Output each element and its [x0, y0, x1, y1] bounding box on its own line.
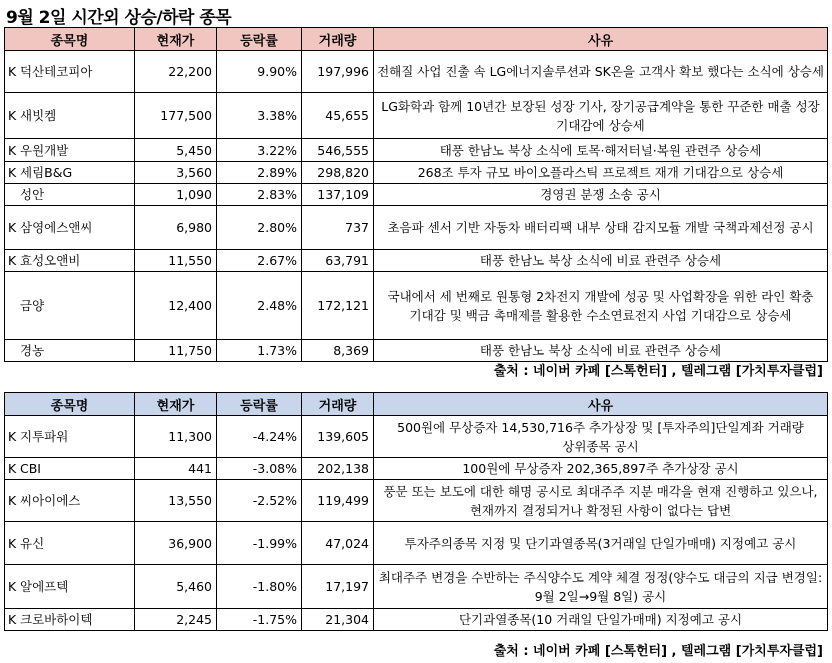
change-cell: -1.75% [217, 609, 302, 631]
stock-name-cell [5, 272, 135, 340]
stock-name-cell [5, 480, 135, 522]
change-cell: 2.67% [217, 250, 302, 272]
reason-cell: 전해질 사업 진출 속 LG에너지솔루션과 SK온을 고객사 확보 했다는 소식에 상승세 [374, 51, 828, 93]
reason-cell: 단기과열종목(10 거래일 단일가매매) 지정예고 공시 [374, 609, 828, 631]
volume-cell: 172,121 [302, 272, 374, 340]
reason-cell: 투자주의종목 지정 및 단기과열종목(3거래일 단일가매매) 지정예고 공시 [374, 522, 828, 565]
reason-cell: 태풍 한남노 북상 소식에 비료 관련주 상승세 [374, 250, 828, 272]
header-price: 현재가 [135, 28, 217, 51]
change-cell: 9.90% [217, 51, 302, 93]
table-row [5, 206, 828, 250]
stock-name-cell [5, 609, 135, 631]
reason-cell: 100원에 무상증자 202,365,897주 추가상장 공시 [374, 458, 828, 480]
header-volume: 거래량 [302, 28, 374, 51]
volume-cell: 47,024 [302, 522, 374, 565]
change-cell: -3.08% [217, 458, 302, 480]
volume-cell: 737 [302, 206, 374, 250]
reason-cell: LG화학과 함께 10년간 보장된 성장 기사, 장기공급계약을 통한 꾸준한 매출 성장 기대감에 상승세 [374, 93, 828, 139]
stock-name-cell [5, 340, 135, 362]
stock-name-cell [5, 250, 135, 272]
stock-name-cell [5, 184, 135, 206]
volume-cell: 8,369 [302, 340, 374, 362]
market-prefix: K [8, 493, 17, 508]
stock-name-cell [5, 565, 135, 609]
header-change: 등락률 [217, 393, 302, 416]
table-row [5, 93, 828, 139]
price-cell: 5,450 [135, 139, 217, 162]
rising-stocks-table [4, 27, 828, 362]
header-volume: 거래량 [302, 393, 374, 416]
stock-name: 경농 [20, 343, 45, 358]
stock-name-cell [5, 139, 135, 162]
volume-cell: 202,138 [302, 458, 374, 480]
table-row [5, 458, 828, 480]
price-cell: 2,245 [135, 609, 217, 631]
change-cell: 2.48% [217, 272, 302, 340]
price-cell: 3,560 [135, 162, 217, 184]
falling-stocks-table [4, 392, 828, 631]
change-cell: -1.99% [217, 522, 302, 565]
volume-cell: 139,605 [302, 416, 374, 458]
table-row [5, 565, 828, 609]
stock-name-cell [5, 162, 135, 184]
header-reason: 사유 [374, 393, 828, 416]
price-cell: 11,550 [135, 250, 217, 272]
stock-name: 효성오앤비 [20, 253, 81, 268]
market-prefix: K [8, 142, 17, 158]
table-header-row [5, 393, 828, 416]
stock-name: 성안 [20, 187, 45, 202]
change-cell: 2.89% [217, 162, 302, 184]
source-note: 출처 : 네이버 카페 [스톡헌터] , 텔레그램 [가치투자클럽] [493, 364, 823, 379]
volume-cell: 197,996 [302, 51, 374, 93]
stock-name: 새빗켐 [20, 108, 57, 123]
header-reason: 사유 [374, 28, 828, 51]
price-cell: 441 [135, 458, 217, 480]
price-cell: 6,980 [135, 206, 217, 250]
volume-cell: 63,791 [302, 250, 374, 272]
price-cell: 5,460 [135, 565, 217, 609]
market-prefix: K [8, 253, 17, 268]
volume-cell: 17,197 [302, 565, 374, 609]
stock-name-cell [5, 458, 135, 480]
market-prefix: K [8, 165, 17, 180]
price-cell: 13,550 [135, 480, 217, 522]
header-name: 종목명 [5, 393, 135, 416]
stock-name: CBI [20, 461, 41, 476]
change-cell: 2.83% [217, 184, 302, 206]
stock-name: 금양 [20, 298, 45, 313]
stock-name: 덕산테코피아 [20, 64, 93, 79]
stock-name: 유신 [20, 535, 45, 551]
header-change: 등락률 [217, 28, 302, 51]
market-prefix: K [8, 461, 17, 476]
change-cell: 1.73% [217, 340, 302, 362]
reason-cell: 풍문 또는 보도에 대한 해명 공시로 최대주주 지분 매각을 현재 진행하고 있으나, 현재까지 결정되거나 확정된 사항이 없다는 답변 [374, 480, 828, 522]
price-cell: 1,090 [135, 184, 217, 206]
price-cell: 22,200 [135, 51, 217, 93]
page-title: 9월 2일 시간외 상승/하락 종목 [6, 8, 232, 28]
table-row [5, 609, 828, 631]
stock-name: 지투파워 [20, 429, 69, 444]
stock-name: 세림B&G [20, 165, 73, 180]
source-note: 출처 : 네이버 카페 [스톡헌터] , 텔레그램 [가치투자클럽] [493, 644, 823, 659]
table-row [5, 51, 828, 93]
volume-cell: 45,655 [302, 93, 374, 139]
stock-name-cell [5, 416, 135, 458]
stock-name: 알에프텍 [20, 579, 69, 594]
market-prefix: K [8, 64, 17, 79]
market-prefix: K [8, 579, 17, 594]
table-row [5, 272, 828, 340]
reason-cell: 경영권 분쟁 소송 공시 [374, 184, 828, 206]
stock-name: 씨아이에스 [20, 493, 81, 508]
stock-name-cell [5, 206, 135, 250]
market-prefix: K [8, 108, 17, 123]
volume-cell: 21,304 [302, 609, 374, 631]
reason-cell: 태풍 한남노 북상 소식에 토목·해저터널·복원 관련주 상승세 [374, 139, 828, 162]
table-row [5, 250, 828, 272]
price-cell: 36,900 [135, 522, 217, 565]
volume-cell: 546,555 [302, 139, 374, 162]
price-cell: 11,300 [135, 416, 217, 458]
reason-cell: 268조 투자 규모 바이오플라스틱 프로젝트 재개 기대감으로 상승세 [374, 162, 828, 184]
stock-name-cell [5, 522, 135, 565]
volume-cell: 298,820 [302, 162, 374, 184]
header-price: 현재가 [135, 393, 217, 416]
price-cell: 177,500 [135, 93, 217, 139]
table-header-row [5, 28, 828, 51]
price-cell: 11,750 [135, 340, 217, 362]
table-row [5, 480, 828, 522]
market-prefix: K [8, 220, 17, 235]
table-row [5, 340, 828, 362]
market-prefix: K [8, 535, 17, 551]
price-cell: 12,400 [135, 272, 217, 340]
change-cell: -2.52% [217, 480, 302, 522]
stock-name: 크로바하이텍 [20, 612, 93, 627]
change-cell: -1.80% [217, 565, 302, 609]
change-cell: 3.38% [217, 93, 302, 139]
change-cell: -4.24% [217, 416, 302, 458]
stock-name: 삼영에스앤씨 [20, 220, 93, 235]
reason-cell: 초음파 센서 기반 자동차 배터리팩 내부 상태 감지모듈 개발 국책과제선정 공시 [374, 206, 828, 250]
table-row [5, 416, 828, 458]
volume-cell: 119,499 [302, 480, 374, 522]
volume-cell: 137,109 [302, 184, 374, 206]
table-row [5, 162, 828, 184]
reason-cell: 500원에 무상증자 14,530,716주 추가상장 및 [투자주의]단일계좌 거래량 상위종목 공시 [374, 416, 828, 458]
header-name: 종목명 [5, 28, 135, 51]
market-prefix: K [8, 429, 17, 444]
table-row [5, 184, 828, 206]
table-row [5, 522, 828, 565]
reason-cell: 최대주주 변경을 수반하는 주식양수도 계약 체결 정정(양수도 대금의 지급 변경일: 9월 2일→9월 8일) 공시 [374, 565, 828, 609]
market-prefix: K [8, 612, 17, 627]
stock-name: 우원개발 [20, 142, 69, 158]
stock-name-cell [5, 51, 135, 93]
table-row [5, 139, 828, 162]
change-cell: 2.80% [217, 206, 302, 250]
change-cell: 3.22% [217, 139, 302, 162]
reason-cell: 국내에서 세 번째로 원통형 2차전지 개발에 성공 및 사업확장을 위한 라인 확충 기대감 및 백금 촉매제를 활용한 수소연료전지 사업 기대감으로 상승세 [374, 272, 828, 340]
reason-cell: 태풍 한남노 북상 소식에 비료 관련주 상승세 [374, 340, 828, 362]
stock-name-cell [5, 93, 135, 139]
